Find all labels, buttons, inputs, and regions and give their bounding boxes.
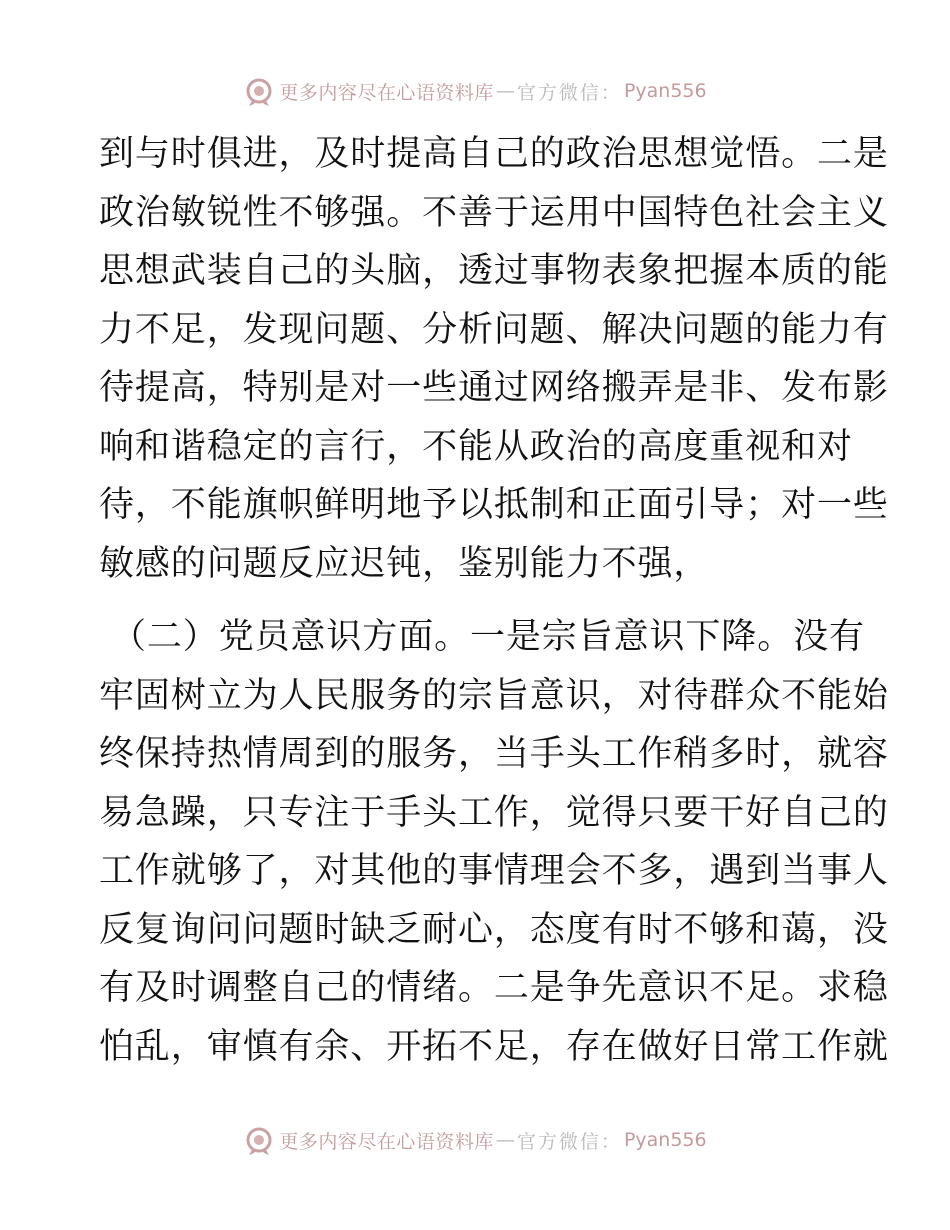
text-line: 敏感的问题反应迟钝，鉴别能力不强， bbox=[99, 543, 710, 584]
ribbon-seal-icon bbox=[243, 75, 275, 107]
footer-watermark bbox=[0, 1120, 950, 1160]
watermark-label: 官方微信： bbox=[516, 1130, 622, 1153]
watermark-label: 官方微信： bbox=[516, 81, 622, 104]
watermark-site: 更多内容尽在心语资料库 bbox=[279, 1130, 494, 1153]
text-line: 工作就够了，对其他的事情理会不多，遇到当事人 bbox=[99, 851, 889, 891]
text-line: （二）党员意识方面。一是宗旨意识下降。没有 bbox=[111, 617, 865, 657]
watermark-site: 更多内容尽在心语资料库 bbox=[279, 81, 494, 104]
watermark-separator: — bbox=[495, 1129, 515, 1151]
text-line: 响和谐稳定的言行，不能从政治的高度重视和对 bbox=[99, 426, 853, 467]
text-line: 待，不能旗帜鲜明地予以抵制和正面引导；对一些 bbox=[99, 485, 889, 525]
text-line: 政治敏锐性不够强。不善于运用中国特色社会主义 bbox=[99, 192, 889, 233]
ribbon-seal-icon bbox=[243, 1124, 275, 1156]
watermark-separator: — bbox=[495, 80, 515, 102]
text-line: 思想武装自己的头脑，透过事物表象把握本质的能 bbox=[99, 251, 889, 291]
text-line: 怕乱，审慎有余、开拓不足，存在做好日常工作就 bbox=[99, 1026, 889, 1067]
text-line: 反复询问问题时缺乏耐心，态度有时不够和蔼，没 bbox=[99, 909, 889, 950]
text-line: 到与时俱进，及时提高自己的政治思想觉悟。二是 bbox=[99, 134, 889, 174]
header-watermark bbox=[0, 71, 950, 111]
text-line: 待提高，特别是对一些通过网络搬弄是非、发布影 bbox=[99, 368, 889, 408]
watermark-wechat-id: Pyan556 bbox=[623, 1129, 707, 1151]
text-line: 易急躁，只专注于手头工作，觉得只要干好自己的 bbox=[99, 792, 889, 833]
text-line: 有及时调整自己的情绪。二是争先意识不足。求稳 bbox=[99, 968, 889, 1008]
paragraph-1 bbox=[99, 125, 889, 593]
text-line: 力不足，发现问题、分析问题、解决问题的能力有 bbox=[99, 309, 889, 350]
document-body bbox=[99, 125, 889, 1076]
paragraph-2 bbox=[99, 608, 889, 1076]
text-line: 牢固树立为人民服务的宗旨意识，对待群众不能始 bbox=[99, 675, 889, 716]
paragraph-gap bbox=[99, 593, 859, 608]
text-line: 终保持热情周到的服务，当手头工作稍多时，就容 bbox=[99, 734, 889, 774]
watermark-wechat-id: Pyan556 bbox=[623, 80, 707, 102]
